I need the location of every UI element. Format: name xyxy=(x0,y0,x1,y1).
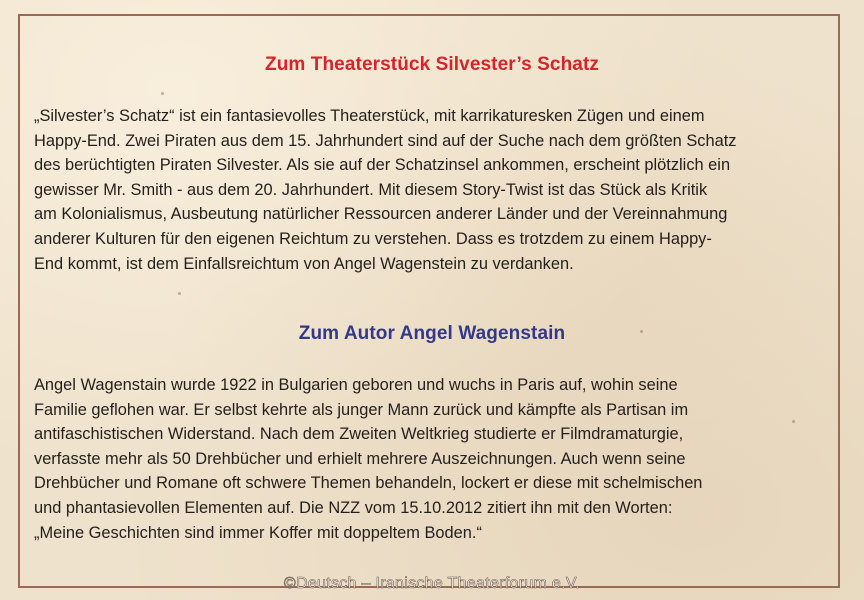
paragraph-line: Angel Wagenstain wurde 1922 in Bulgarien geboren und wuchs in Paris auf, wohin seine xyxy=(34,376,678,394)
paragraph-line: Happy-End. Zwei Piraten aus dem 15. Jahrhundert sind auf der Suche nach dem größten Schatz xyxy=(34,131,737,150)
copyright-footer: ©Deutsch – Iranische Theaterforum e.V. xyxy=(283,575,581,592)
author-section-heading: Zum Autor Angel Wagenstain xyxy=(298,323,566,344)
paragraph-line: Familie geflohen war. Er selbst kehrte als junger Mann zurück und kämpfte als Partisan im xyxy=(34,400,689,419)
theater-section-paragraph xyxy=(34,104,834,276)
paragraph-line: des berüchtigten Piraten Silvester. Als sie auf der Schatzinsel ankommen, erscheint plötzlich ein xyxy=(34,156,731,175)
paragraph-line: am Kolonialismus, Ausbeutung natürlicher Ressourcen anderer Länder und der Vereinnahmung xyxy=(34,205,728,224)
theater-section-heading: Zum Theaterstück Silvester’s Schatz xyxy=(264,54,599,75)
paragraph-line: Drehbücher und Romane oft schwere Themen behandeln, lockert er diese mit schelmischen xyxy=(34,474,703,493)
paragraph-line: anderer Kulturen für den eigenen Reichtum zu verstehen. Dass es trotzdem zu einem Happy- xyxy=(34,229,712,248)
paragraph-line: „Silvester’s Schatz“ ist ein fantasievolles Theaterstück, mit karrikaturesken Zügen und einem xyxy=(34,107,705,125)
paragraph-line: und phantasievollen Elementen auf. Die NZZ vom 15.10.2012 zitiert ihn mit den Worten: xyxy=(34,498,673,517)
paragraph-line: gewisser Mr. Smith - aus dem 20. Jahrhundert. Mit diesem Story-Twist ist das Stück als Kritik xyxy=(34,180,708,199)
paragraph-line: antifaschistischen Widerstand. Nach dem Zweiten Weltkrieg studierte er Filmdramaturgie, xyxy=(34,425,684,444)
paragraph-line: „Meine Geschichten sind immer Koffer mit doppeltem Boden.“ xyxy=(34,523,482,542)
paper-speck xyxy=(178,292,181,295)
paragraph-line: End kommt, ist dem Einfallsreichtum von Angel Wagenstein zu verdanken. xyxy=(34,254,574,273)
author-section-paragraph xyxy=(34,373,834,545)
paper-speck xyxy=(161,92,164,95)
paragraph-line: verfasste mehr als 50 Drehbücher und erhielt mehrere Auszeichnungen. Auch wenn seine xyxy=(34,449,686,468)
